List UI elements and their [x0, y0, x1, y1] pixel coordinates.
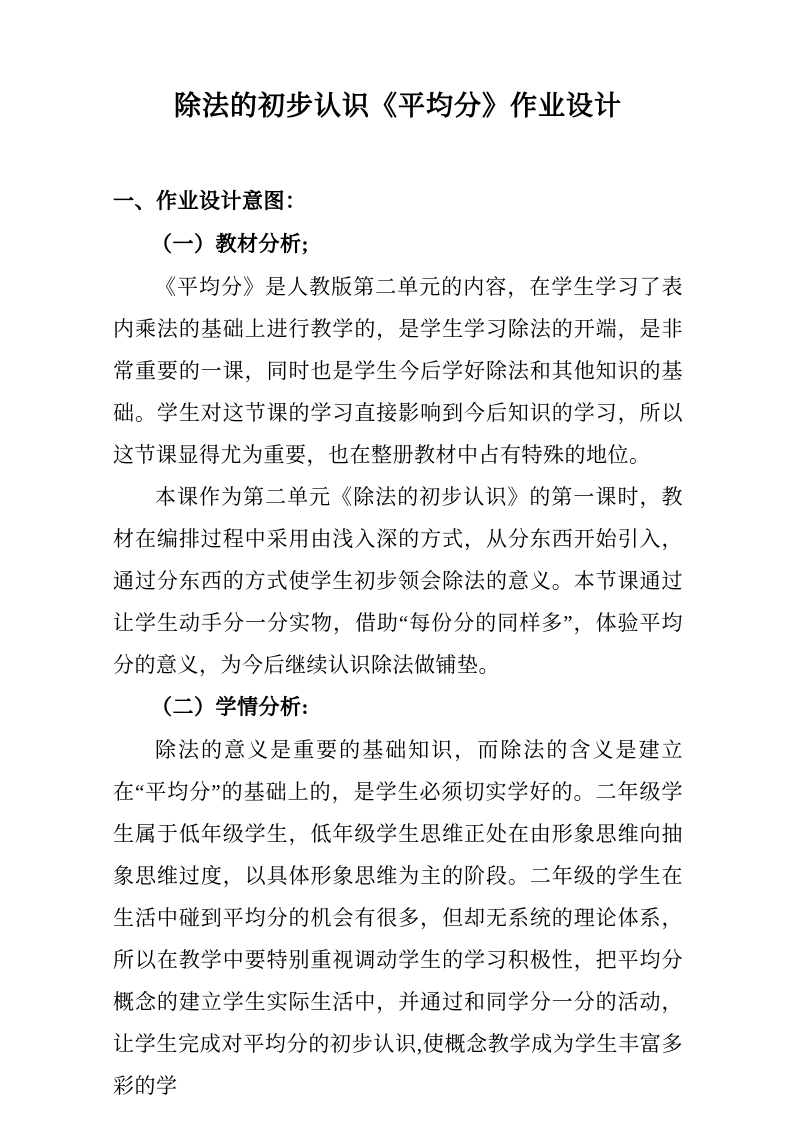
body-paragraph-learner-1: 除法的意义是重要的基础知识，而除法的含义是建立在“平均分”的基础上的，是学生必须切实学好的。二年级学生属于低年级学生，低年级学生思维正处在由形象思维向抽象思维过度，以具体形象思维为主的阶段。二年级的学生在生活中碰到平均分的机会有很多，但却无系统的理论体系，所以在教学中要特别重视调动学生的学习积极性，把平均分概念的建立学生实际生活中，并通过和同学分一分的活动，让学生完成对平均分的初步认识,使概念教学成为学生丰富多彩的学: [113, 738, 683, 1098]
body-paragraph-material-2: 本课作为第二单元《除法的初步认识》的第一课时，教材在编排过程中采用由浅入深的方式，从分东西开始引入，通过分东西的方式使学生初步领会除法的意义。本节课通过让学生动手分一分实物，借助“每份分的同样多”，体验平均分的意义，为今后继续认识除法做铺垫。: [113, 485, 683, 677]
subsection-heading-learner-analysis: （二）学情分析:: [151, 695, 309, 719]
body-paragraph-material-1: 《平均分》是人教版第二单元的内容，在学生学习了表内乘法的基础上进行教学的，是学生学习除法的开端，是非常重要的一课，同时也是学生今后学好除法和其他知识的基础。学生对这节课的学习直接影响到今后知识的学习，所以这节课显得尤为重要，也在整册教材中占有特殊的地位。: [113, 275, 683, 467]
subsection-heading-material-analysis: （一）教材分析;: [151, 232, 309, 256]
section-heading-design-intent: 一、作业设计意图：: [113, 189, 307, 213]
document-title: 除法的初步认识《平均分》作业设计: [174, 91, 622, 121]
